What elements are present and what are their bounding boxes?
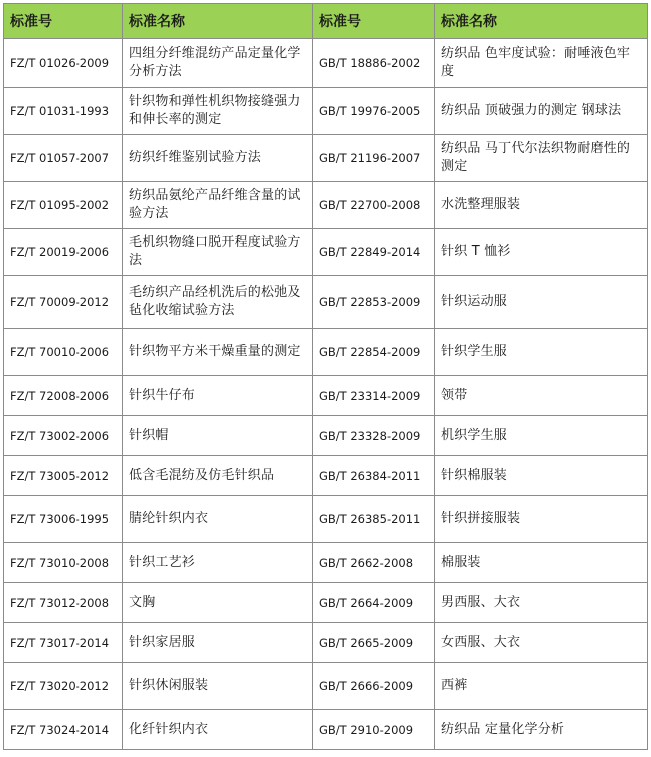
- right-code-cell: GB/T 26384-2011: [313, 456, 435, 496]
- right-code-cell: GB/T 2665-2009: [313, 623, 435, 663]
- left-name-cell: 化纤针织内衣: [123, 710, 313, 750]
- left-code-cell: FZ/T 01057-2007: [4, 135, 123, 182]
- right-code-cell: GB/T 18886-2002: [313, 39, 435, 88]
- left-name-cell: 腈纶针织内衣: [123, 496, 313, 543]
- left-code-cell: FZ/T 72008-2006: [4, 376, 123, 416]
- right-name-cell: 针织运动服: [435, 276, 648, 329]
- right-name-cell: 针织 T 恤衫: [435, 229, 648, 276]
- table-row: [4, 710, 648, 750]
- left-code-cell: FZ/T 70009-2012: [4, 276, 123, 329]
- left-name-cell: 针织休闲服装: [123, 663, 313, 710]
- left-code-cell: FZ/T 20019-2006: [4, 229, 123, 276]
- right-name-cell: 棉服装: [435, 543, 648, 583]
- table-row: [4, 456, 648, 496]
- table-row: [4, 39, 648, 88]
- right-code-cell: GB/T 2664-2009: [313, 583, 435, 623]
- left-code-cell: FZ/T 73002-2006: [4, 416, 123, 456]
- table-row: [4, 496, 648, 543]
- right-name-cell: 纺织品 马丁代尔法织物耐磨性的测定: [435, 135, 648, 182]
- right-name-cell: 西裤: [435, 663, 648, 710]
- table-row: [4, 88, 648, 135]
- right-name-cell: 机织学生服: [435, 416, 648, 456]
- right-name-cell: 针织棉服装: [435, 456, 648, 496]
- header-right-code: 标准号: [313, 4, 435, 39]
- right-code-cell: GB/T 23314-2009: [313, 376, 435, 416]
- right-name-cell: 纺织品 顶破强力的测定 钢球法: [435, 88, 648, 135]
- right-name-cell: 水洗整理服装: [435, 182, 648, 229]
- right-name-cell: 针织学生服: [435, 329, 648, 376]
- left-name-cell: 针织家居服: [123, 623, 313, 663]
- left-code-cell: FZ/T 73005-2012: [4, 456, 123, 496]
- right-code-cell: GB/T 22854-2009: [313, 329, 435, 376]
- right-name-cell: 女西服、大衣: [435, 623, 648, 663]
- table-row: [4, 583, 648, 623]
- left-code-cell: FZ/T 73017-2014: [4, 623, 123, 663]
- left-code-cell: FZ/T 73010-2008: [4, 543, 123, 583]
- left-name-cell: 针织工艺衫: [123, 543, 313, 583]
- table-row: [4, 376, 648, 416]
- table-row: [4, 229, 648, 276]
- header-row: [4, 4, 648, 39]
- header-right-name: 标准名称: [435, 4, 648, 39]
- left-code-cell: FZ/T 70010-2006: [4, 329, 123, 376]
- right-name-cell: 纺织品 色牢度试验：耐唾液色牢度: [435, 39, 648, 88]
- left-code-cell: FZ/T 01026-2009: [4, 39, 123, 88]
- right-code-cell: GB/T 22849-2014: [313, 229, 435, 276]
- table-row: [4, 329, 648, 376]
- right-code-cell: GB/T 22853-2009: [313, 276, 435, 329]
- header-left-code: 标准号: [4, 4, 123, 39]
- header-left-name: 标准名称: [123, 4, 313, 39]
- right-code-cell: GB/T 21196-2007: [313, 135, 435, 182]
- left-name-cell: 文胸: [123, 583, 313, 623]
- left-code-cell: FZ/T 73024-2014: [4, 710, 123, 750]
- left-name-cell: 低含毛混纺及仿毛针织品: [123, 456, 313, 496]
- left-code-cell: FZ/T 01031-1993: [4, 88, 123, 135]
- left-code-cell: FZ/T 73012-2008: [4, 583, 123, 623]
- left-name-cell: 毛纺织产品经机洗后的松弛及毡化收缩试验方法: [123, 276, 313, 329]
- left-code-cell: FZ/T 01095-2002: [4, 182, 123, 229]
- table-body: [4, 39, 648, 750]
- left-name-cell: 纺织纤维鉴别试验方法: [123, 135, 313, 182]
- right-code-cell: GB/T 19976-2005: [313, 88, 435, 135]
- table-row: [4, 623, 648, 663]
- right-name-cell: 针织拼接服装: [435, 496, 648, 543]
- table-row: [4, 276, 648, 329]
- left-name-cell: 针织物平方米干燥重量的测定: [123, 329, 313, 376]
- left-name-cell: 针织帽: [123, 416, 313, 456]
- right-code-cell: GB/T 22700-2008: [313, 182, 435, 229]
- left-name-cell: 毛机织物缝口脱开程度试验方法: [123, 229, 313, 276]
- left-name-cell: 四组分纤维混纺产品定量化学分析方法: [123, 39, 313, 88]
- table-row: [4, 135, 648, 182]
- right-code-cell: GB/T 2666-2009: [313, 663, 435, 710]
- right-name-cell: 男西服、大衣: [435, 583, 648, 623]
- right-code-cell: GB/T 23328-2009: [313, 416, 435, 456]
- left-name-cell: 针织牛仔布: [123, 376, 313, 416]
- standards-table: [3, 3, 648, 750]
- left-name-cell: 针织物和弹性机织物接缝强力和伸长率的测定: [123, 88, 313, 135]
- right-code-cell: GB/T 26385-2011: [313, 496, 435, 543]
- table-row: [4, 416, 648, 456]
- left-code-cell: FZ/T 73006-1995: [4, 496, 123, 543]
- right-code-cell: GB/T 2910-2009: [313, 710, 435, 750]
- right-code-cell: GB/T 2662-2008: [313, 543, 435, 583]
- right-name-cell: 领带: [435, 376, 648, 416]
- table-row: [4, 182, 648, 229]
- right-name-cell: 纺织品 定量化学分析: [435, 710, 648, 750]
- table-row: [4, 663, 648, 710]
- left-name-cell: 纺织品氨纶产品纤维含量的试验方法: [123, 182, 313, 229]
- table-row: [4, 543, 648, 583]
- left-code-cell: FZ/T 73020-2012: [4, 663, 123, 710]
